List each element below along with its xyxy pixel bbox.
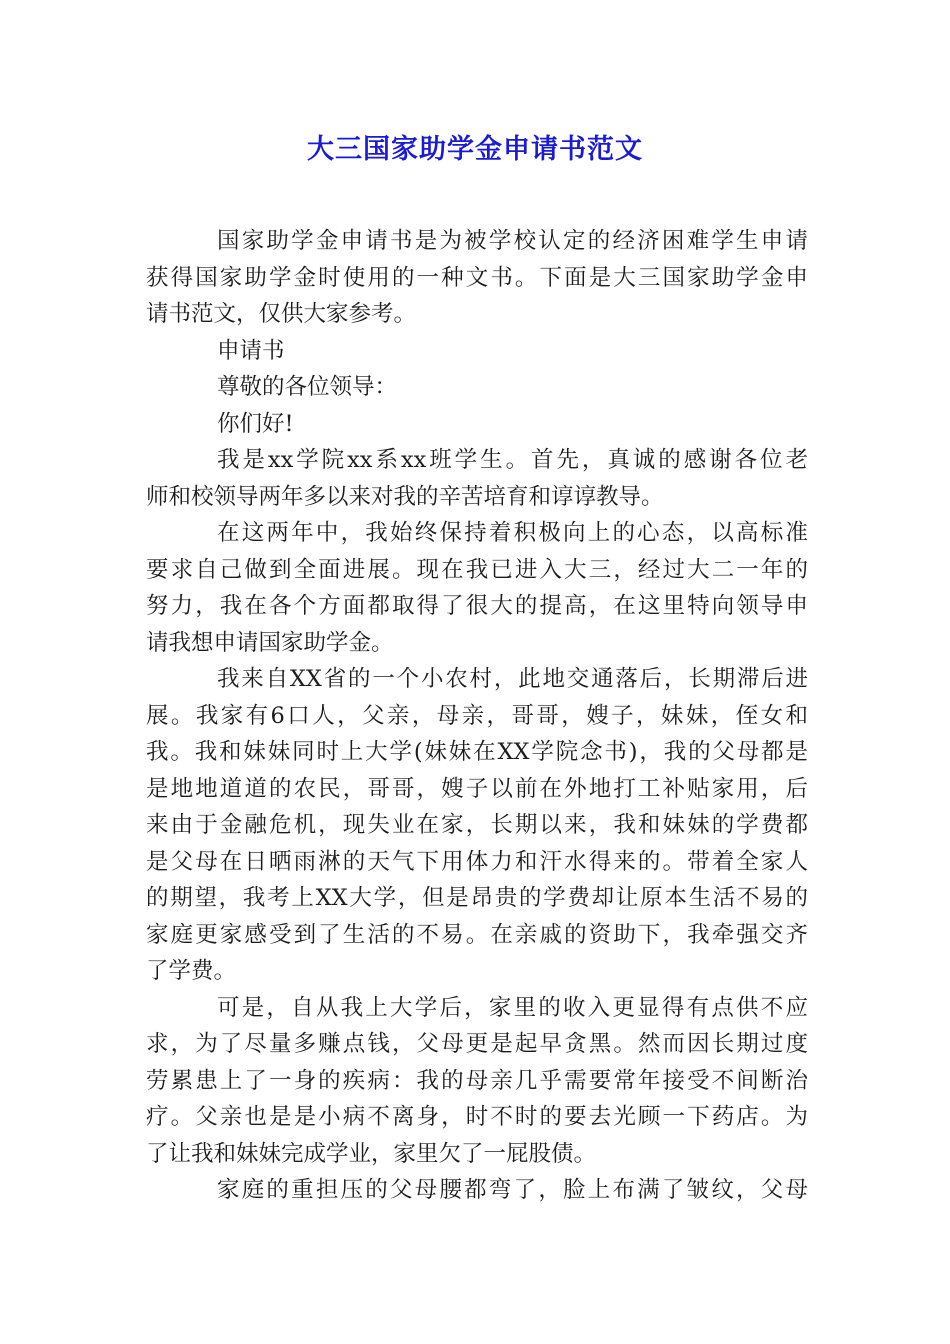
body-line: 展。我家有6口人，父亲，母亲，哥哥，嫂子，妹妹，侄女和 xyxy=(146,702,808,729)
body-line: 家庭更家感受到了生活的不易。在亲戚的资助下，我牵强交齐 xyxy=(146,921,808,948)
body-line: 是父母在日晒雨淋的天气下用体力和汗水得来的。带着全家人 xyxy=(146,848,808,875)
body-line: 是地地道道的农民，哥哥，嫂子以前在外地打工补贴家用，后 xyxy=(146,775,808,802)
body-line: 获得国家助学金时使用的一种文书。下面是大三国家助学金申 xyxy=(146,264,808,291)
body-line: 请我想申请国家助学金。 xyxy=(146,629,394,656)
body-line: 要求自己做到全面进展。现在我已进入大三，经过大二一年的 xyxy=(146,556,808,583)
body-line: 努力，我在各个方面都取得了很大的提高，在这里特向领导申 xyxy=(146,593,808,619)
body-line: 了学费。 xyxy=(146,958,237,984)
body-line: 劳累患上了一身的疾病：我的母亲几乎需要常年接受不间断治 xyxy=(146,1067,808,1094)
body-line: 师和校领导两年多以来对我的辛苦培育和谆谆教导。 xyxy=(146,483,664,510)
body-line: 疗。父亲也是是小病不离身，时不时的要去光顾一下药店。为 xyxy=(146,1104,808,1130)
body-line: 可是，自从我上大学后，家里的收入更显得有点供不应 xyxy=(217,994,808,1021)
body-line: 申请书 xyxy=(217,337,285,364)
body-line: 尊敬的各位领导： xyxy=(217,374,398,400)
body-line: 我。我和妹妹同时上大学(妹妹在XX学院念书)，我的父母都是 xyxy=(146,739,808,765)
body-line: 你们好! xyxy=(217,410,294,437)
document-title: 大三国家助学金申请书范文 xyxy=(307,134,643,165)
body-line: 请书范文，仅供大家参考。 xyxy=(146,301,417,327)
document-body xyxy=(146,223,808,1209)
body-line: 了让我和妹妹完成学业，家里欠了一屁股债。 xyxy=(146,1140,597,1167)
body-line: 在这两年中，我始终保持着积极向上的心态，以高标准 xyxy=(217,520,808,546)
body-line: 我是xx学院xx系xx班学生。首先，真诚的感谢各位老 xyxy=(217,447,808,473)
body-line: 家庭的重担压的父母腰都弯了，脸上布满了皱纹，父母 xyxy=(217,1177,808,1203)
body-line: 求，为了尽量多赚点钱，父母更是起早贪黑。然而因长期过度 xyxy=(146,1031,808,1057)
body-line: 的期望，我考上XX大学，但是昂贵的学费却让原本生活不易的 xyxy=(146,885,808,911)
body-line: 我来自XX省的一个小农村，此地交通落后，长期滞后进 xyxy=(217,666,808,692)
body-line: 国家助学金申请书是为被学校认定的经济困难学生申请 xyxy=(217,228,808,254)
body-line: 来由于金融危机，现失业在家，长期以来，我和妹妹的学费都 xyxy=(146,812,808,838)
